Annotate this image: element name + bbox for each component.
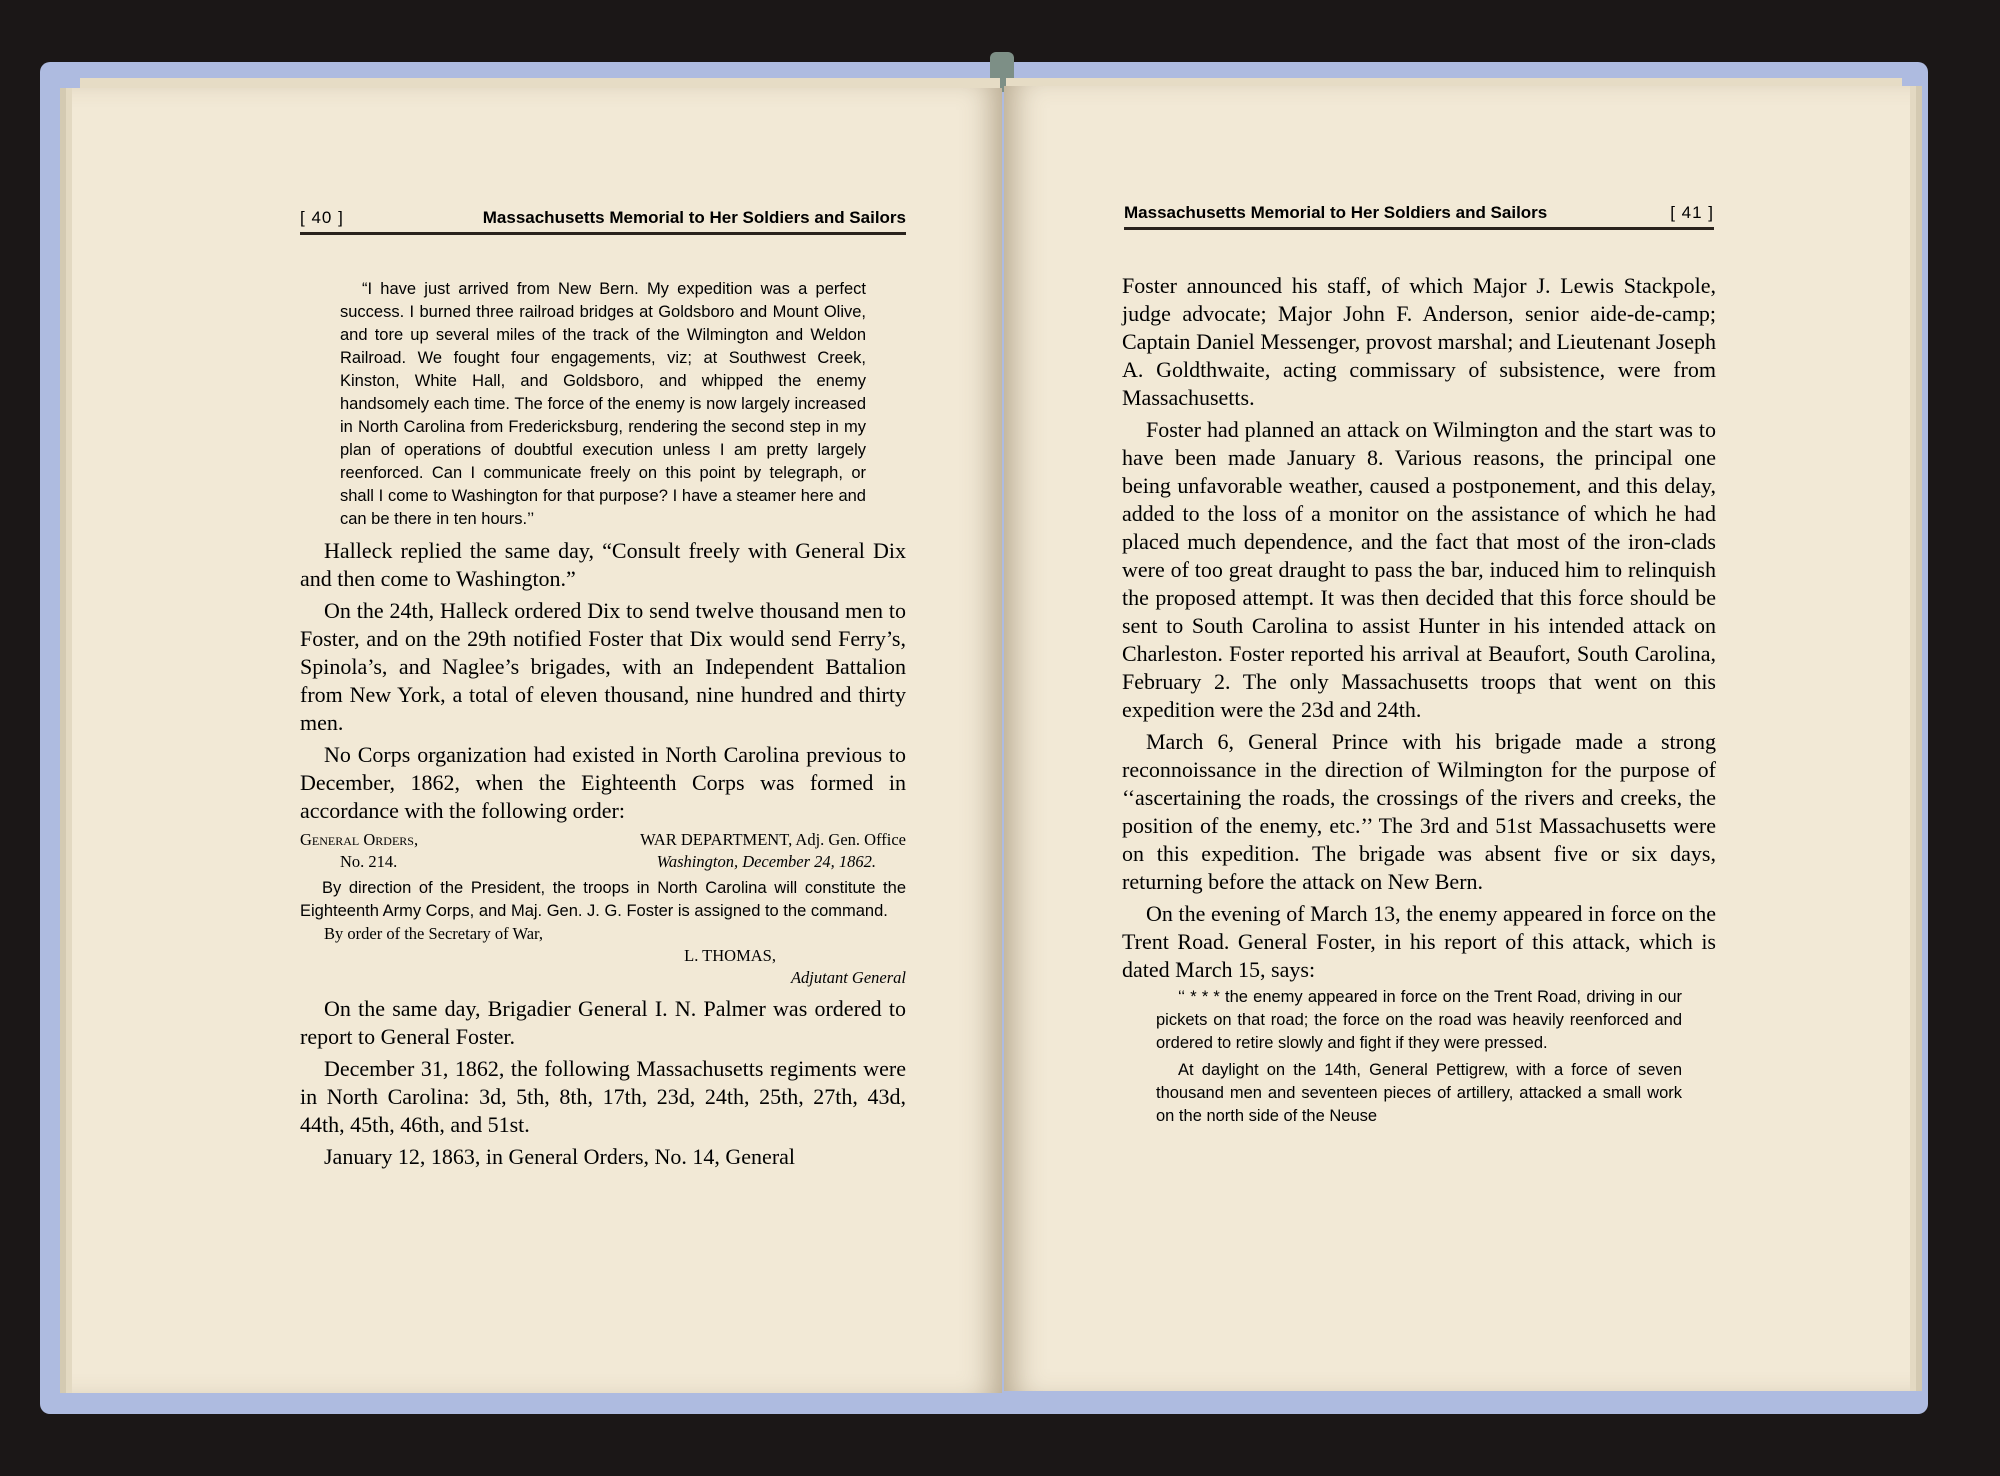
- order-heading-left: General Orders,: [300, 830, 419, 849]
- paragraph: No Corps organization had existed in North Carolina previous to December, 1862, when the Eighteenth Corps was formed in accordance with the following order:: [300, 742, 906, 823]
- order-by-order: By order of the Secretary of War,: [324, 924, 543, 943]
- right-head-rule: [1124, 227, 1714, 230]
- general-order: [300, 829, 906, 989]
- paragraph: January 12, 1863, in General Orders, No. 14, General: [324, 1144, 796, 1169]
- paragraph: On the evening of March 13, the enemy appeared in force on the Trent Road. General Foster, in his report of this attack, which is dated March 15, says:: [1122, 901, 1716, 982]
- order-signatory-title: Adjutant General: [790, 968, 906, 987]
- left-running-title: Massachusetts Memorial to Her Soldiers and Sailors: [482, 208, 906, 227]
- order-heading: [300, 829, 906, 851]
- left-head-rule: [300, 232, 906, 235]
- left-folio: [ 40 ]: [300, 208, 344, 227]
- order-number-row: [300, 851, 906, 873]
- left-running-head: [300, 208, 906, 228]
- foster-telegram-quote: “I have just arrived from New Bern. My expedition was a perfect success. I burned three railroad bridges at Goldsboro and Mount Olive, and tore up several miles of the track of the Wilmington and Weldon Railroad. We fought four engagements, viz; at Southwest Creek, Kinston, White Hall, and Goldsboro, and whipped the enemy handsomely each time. The force of the enemy is now largely increased in North Carolina from Fredericksburg, rendering the second step in my plan of operations of doubtful execution unless I am pretty largely reenforced. Can I communicate freely on this point by telegraph, or shall I come to Washington for that purpose? I have a steamer here and can be there in ten hours.’’: [340, 280, 866, 528]
- paragraph: December 31, 1862, the following Massachusetts regiments were in North Carolina: 3d, 5th, 8th, 17th, 23d, 24th, 25th, 27th, 43d, 44th, 45th, 46th, and 51st.: [300, 1056, 906, 1137]
- right-running-head: [1124, 203, 1714, 223]
- order-number: No. 214.: [340, 852, 398, 871]
- paragraph: On the same day, Brigadier General I. N. Palmer was ordered to report to General Foster.: [300, 996, 906, 1049]
- right-text-block: [1122, 272, 1716, 1128]
- paragraph: March 6, General Prince with his brigade made a strong reconnoissance in the direction of Wilmington for the purpose of ‘‘ascertaining the roads, the crossings of the rivers and creeks, the position of the enemy, etc.’’ The 3rd and 51st Massachusetts were on this expedition. The brigade was absent five or six days, returning before the attack on New Bern.: [1122, 729, 1716, 894]
- paragraph: Halleck replied the same day, “Consult freely with General Dix and then come to Washington.”: [300, 538, 906, 591]
- paragraph: Foster announced his staff, of which Major J. Lewis Stackpole, judge advocate; Major John F. Anderson, senior aide-de-camp; Captain Daniel Messenger, provost marshal; and Lieutenant Joseph A. Goldthwaite, acting commissary of subsistence, were from Massachusetts.: [1122, 273, 1716, 410]
- foster-report-quote: ‘‘ * * * the enemy appeared in force on the Trent Road, driving in our pickets on that road; the force on the road was heavily reenforced and ordered to retire slowly and fight if they were pressed.: [1156, 988, 1682, 1052]
- paragraph: Foster had planned an attack on Wilmington and the start was to have been made January 8. Various reasons, the principal one being unfavorable weather, caused a postponement, and this delay, added to the loss of a monitor on the assistance of which he had placed much dependence, and the fact that most of the iron-clads were of too great draught to pass the bar, induced him to relinquish the proposed attempt. It was then decided that this force should be sent to South Carolina to assist Hunter in his intended attack on Charleston. Foster reported his arrival at Beaufort, South Carolina, February 2. The only Massachusetts troops that went on this expedition were the 23d and 24th.: [1122, 417, 1716, 722]
- paragraph: On the 24th, Halleck ordered Dix to send twelve thousand men to Foster, and on the 29th notified Foster that Dix would send Ferry’s, Spinola’s, and Naglee’s brigades, with an Independent Battalion from New York, a total of eleven thousand, nine hundred and thirty men.: [300, 598, 906, 735]
- left-page-edges: [80, 78, 1000, 88]
- order-body: By direction of the President, the troops in North Carolina will constitute the Eighteenth Army Corps, and Maj. Gen. J. G. Foster is assigned to the command.: [300, 879, 906, 920]
- order-signatory: L. THOMAS,: [684, 946, 776, 965]
- foster-report-quote: At daylight on the 14th, General Pettigrew, with a force of seven thousand men and seventeen pieces of artillery, attacked a small work on the north side of the Neuse: [1156, 1061, 1682, 1125]
- right-running-title: Massachusetts Memorial to Her Soldiers and Sailors: [1124, 203, 1548, 222]
- order-heading-right: WAR DEPARTMENT, Adj. Gen. Office: [640, 830, 906, 849]
- left-text-block: [300, 278, 906, 1171]
- order-place-date: Washington, December 24, 1862.: [656, 852, 876, 871]
- right-folio: [ 41 ]: [1670, 203, 1714, 222]
